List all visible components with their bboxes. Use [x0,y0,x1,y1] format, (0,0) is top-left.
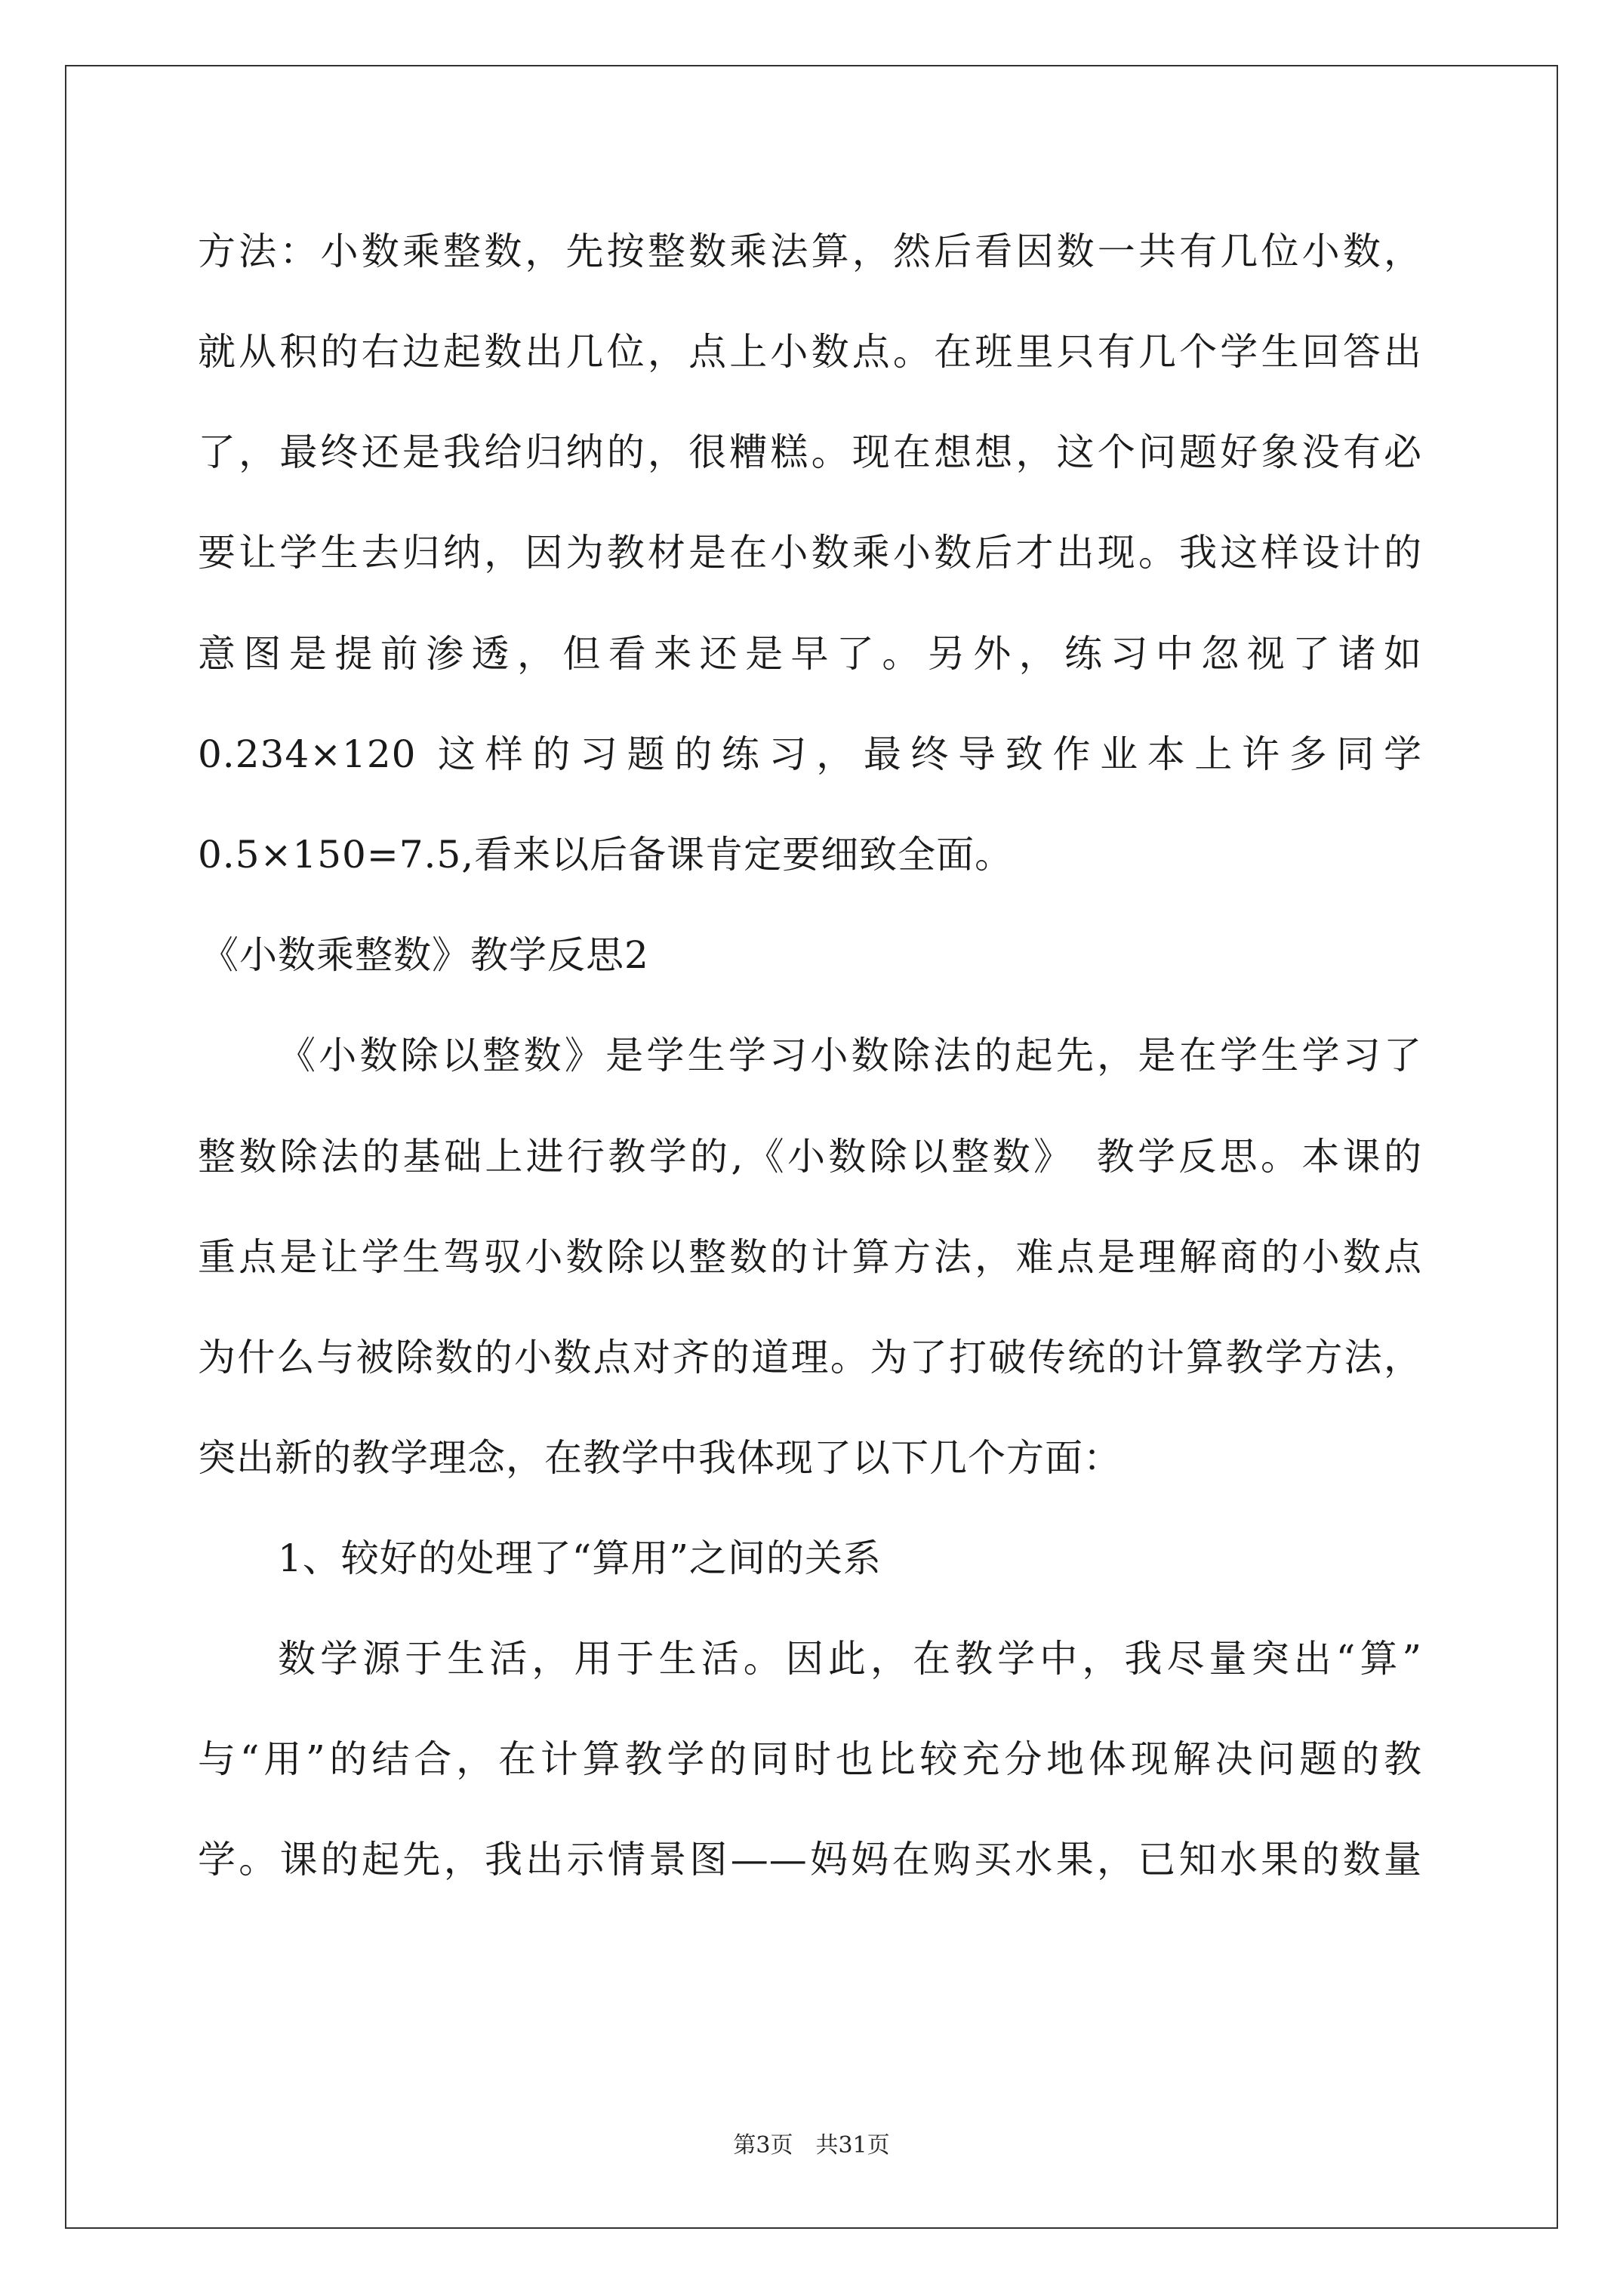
body-line-13: 数学源于生活，用于生活。因此，在教学中，我尽量突出“算” [278,1637,1422,1681]
section-heading: 《小数乘整数》教学反思2 [201,933,649,977]
body-line-8: 《小数除以整数》是学生学习小数除法的起先，是在学生学习了 [278,1034,1422,1077]
body-line-1: 方法：小数乘整数，先按整数乘法算，然后看因数一共有几位小数， [198,230,1422,273]
body-line-3: 了，最终还是我给归纳的，很糟糕。现在想想，这个问题好象没有必 [198,430,1422,474]
body-line-5: 意图是提前渗透，但看来还是早了。另外，练习中忽视了诸如 [198,632,1422,676]
body-line-4: 要让学生去归纳，因为教材是在小数乘小数后才出现。我这样设计的 [198,531,1422,575]
list-item-1: 1、较好的处理了“算用”之间的关系 [278,1536,882,1580]
body-line-2: 就从积的右边起数出几位，点上小数点。在班里只有几个学生回答出 [198,330,1422,374]
body-line-14: 与“用”的结合，在计算教学的同时也比较充分地体现解决问题的教 [198,1737,1422,1781]
body-line-10: 重点是让学生驾驭小数除以整数的计算方法，难点是理解商的小数点 [198,1235,1422,1279]
page-footer: 第3页 共31页 [733,2132,890,2159]
body-line-11: 为什么与被除数的小数点对齐的道理。为了打破传统的计算教学方法， [198,1336,1422,1379]
body-line-9: 整数除法的基础上进行教学的,《小数除以整数》 教学反思。本课的 [198,1135,1422,1179]
body-line-7: 0.5×150=7.5,看来以后备课肯定要细致全面。 [198,833,1014,877]
body-line-12: 突出新的教学理念，在教学中我体现了以下几个方面： [198,1436,1122,1480]
body-line-6: 0.234×120 这样的习题的练习，最终导致作业本上许多同学 [198,732,1422,776]
body-line-15: 学。课的起先，我出示情景图——妈妈在购买水果，已知水果的数量 [198,1838,1422,1881]
